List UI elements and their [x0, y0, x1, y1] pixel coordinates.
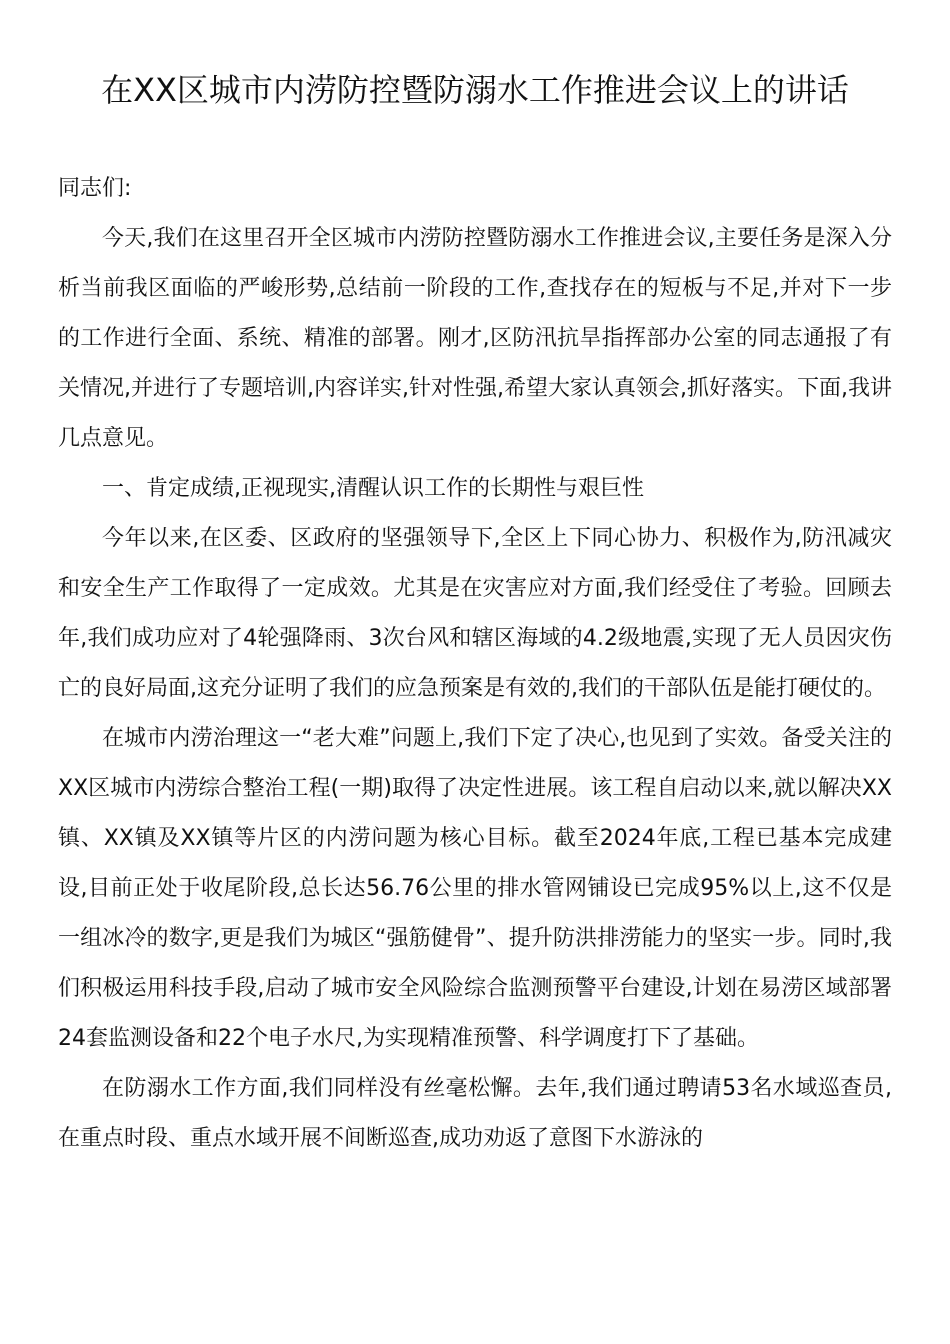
- paragraph-achievements: 今年以来,在区委、区政府的坚强领导下,全区上下同心协力、积极作为,防汛减灾和安全生产工作取得了一定成效。尤其是在灾害应对方面,我们经受住了考验。回顾去年,我们成功应对了4轮强降雨、3次台风和辖区海域的4.2级地震,实现了无人员因灾伤亡的良好局面,这充分证明了我们的应急预案是有效的,我们的干部队伍是能打硬仗的。: [58, 526, 892, 701]
- document-title: 在XX区城市内涝防控暨防溺水工作推进会议上的讲话: [101, 71, 849, 109]
- document-body: [58, 164, 892, 1164]
- salutation: 同志们:: [58, 176, 132, 201]
- paragraph-drowning-prevention: 在防溺水工作方面,我们同样没有丝毫松懈。去年,我们通过聘请53名水域巡查员,在重点时段、重点水域开展不间断巡查,成功劝返了意图下水游泳的: [58, 1076, 892, 1151]
- paragraph-intro: 今天,我们在这里召开全区城市内涝防控暨防溺水工作推进会议,主要任务是深入分析当前我区面临的严峻形势,总结前一阶段的工作,查找存在的短板与不足,并对下一步的工作进行全面、系统、精准的部署。刚才,区防汛抗旱指挥部办公室的同志通报了有关情况,并进行了专题培训,内容详实,针对性强,希望大家认真领会,抓好落实。下面,我讲几点意见。: [58, 226, 892, 451]
- section-heading-1: 一、肯定成绩,正视现实,清醒认识工作的长期性与艰巨性: [102, 476, 644, 501]
- paragraph-waterlogging: 在城市内涝治理这一“老大难”问题上,我们下定了决心,也见到了实效。备受关注的XX区城市内涝综合整治工程(一期)取得了决定性进展。该工程自启动以来,就以解决XX镇、XX镇及XX镇等片区的内涝问题为核心目标。截至2024年底,工程已基本完成建设,目前正处于收尾阶段,总长达56.76公里的排水管网铺设已完成95%以上,这不仅是一组冰冷的数字,更是我们为城区“强筋健骨”、提升防洪排涝能力的坚实一步。同时,我们积极运用科技手段,启动了城市安全风险综合监测预警平台建设,计划在易涝区域部署24套监测设备和22个电子水尺,为实现精准预警、科学调度打下了基础。: [58, 726, 892, 1051]
